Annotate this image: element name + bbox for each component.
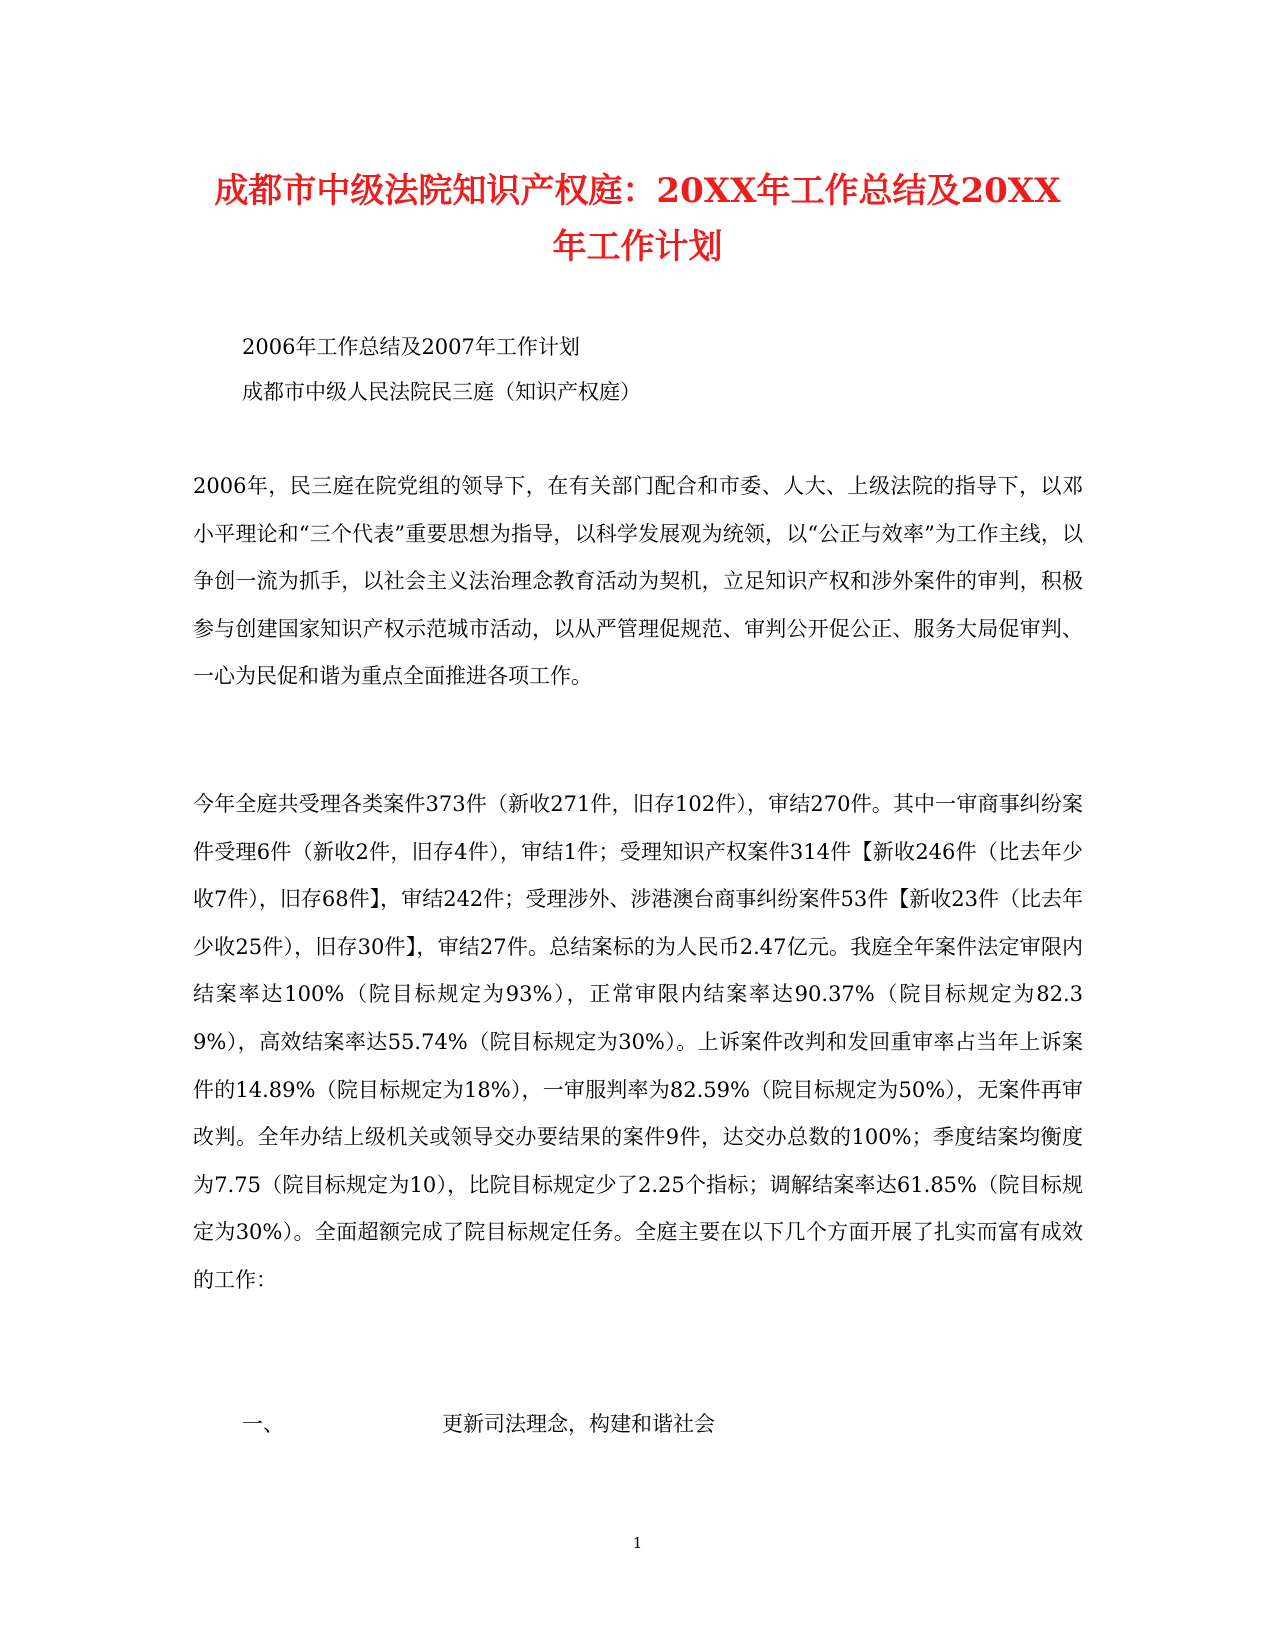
subtitle-court: 成都市中级人民法院民三庭（知识产权庭） xyxy=(242,380,641,404)
title-line-1: 成都市中级法院知识产权庭：20XX年工作总结及20XX xyxy=(214,171,1061,211)
paragraph-intro: 2006年，民三庭在院党组的领导下，在有关部门配合和市委、人大、上级法院的指导下，以邓小平理论和“三个代表”重要思想为指导，以科学发展观为统领，以“公正与效率”为工作主线，以争创一流为抓手，以社会主义法治理念教育活动为契机，立足知识产权和涉外案件的审判，积极参与创建国家知识产权示范城市活动，以从严管理促规范、审判公开促公正、服务大局促审判、一心为民促和谐为重点全面推进各项工作。 xyxy=(193,474,1083,689)
section-title: 更新司法理念，构建和谐社会 xyxy=(442,1412,715,1436)
title-line-2: 年工作计划 xyxy=(552,227,723,267)
page-number: 1 xyxy=(632,1534,643,1552)
document-title xyxy=(170,163,1105,275)
paragraph-statistics: 今年全庭共受理各类案件373件（新收271件，旧存102件），审结270件。其中一审商事纠纷案件受理6件（新收2件，旧存4件），审结1件；受理知识产权案件314件【新收246件（比去年少收7件），旧存68件】，审结242件；受理涉外、涉港澳台商事纠纷案件53件【新收23件（比去年少收25件），旧存30件】，审结27件。总结案标的为人民币2.47亿元。我庭全年案件法定审限内结案率达100%（院目标规定为93%），正常审限内结案率达90.37%（院目标规定为82.39%），高效结案率达55.74%（院目标规定为30%）。上诉案件改判和发回重审率占当年上诉案件的14.89%（院目标规定为18%），一审服判率为82.59%（院目标规定为50%），无案件再审改判。全年办结上级机关或领导交办要结果的案件9件，达交办总数的100%；季度结案均衡度为7.75（院目标规定为10），比院目标规定少了2.25个指标；调解结案率达61.85%（院目标规定为30%）。全面超额完成了院目标规定任务。全庭主要在以下几个方面开展了扎实而富有成效的工作： xyxy=(193,792,1083,1292)
section-heading xyxy=(242,1409,715,1439)
section-number: 一、 xyxy=(242,1412,284,1436)
subtitle-summary: 2006年工作总结及2007年工作计划 xyxy=(242,335,580,359)
